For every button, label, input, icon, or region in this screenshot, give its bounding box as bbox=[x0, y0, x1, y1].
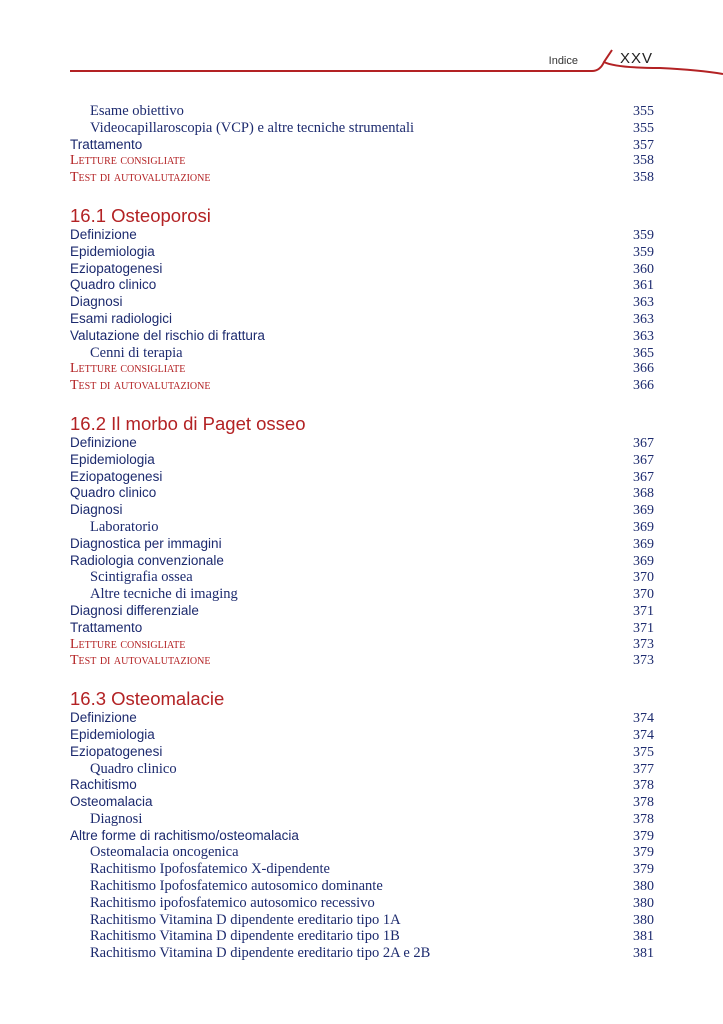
toc-entry-title: Definizione bbox=[70, 710, 137, 726]
toc-entry-title: Eziopatogenesi bbox=[70, 468, 163, 484]
toc-entry-page: 375 bbox=[633, 744, 654, 760]
toc-entry-page: 378 bbox=[633, 778, 654, 794]
toc-entry-page: 363 bbox=[633, 328, 654, 344]
toc-entry-page: 369 bbox=[633, 519, 654, 535]
toc-entry-title: Cenni di terapia bbox=[90, 344, 183, 361]
toc-entry-title: Diagnosi bbox=[70, 294, 123, 310]
toc-entry-page: 371 bbox=[633, 620, 654, 636]
header-page-number: XXV bbox=[619, 50, 653, 67]
toc-entry-title: Quadro clinico bbox=[90, 760, 177, 777]
toc-entry-page: 357 bbox=[633, 137, 654, 153]
toc-entry[interactable] bbox=[70, 469, 654, 486]
toc-entry-page: 378 bbox=[633, 811, 654, 827]
toc-entry[interactable] bbox=[70, 345, 654, 362]
toc-entry-page: 371 bbox=[633, 603, 654, 619]
toc-entry[interactable] bbox=[70, 120, 654, 137]
toc-entry[interactable] bbox=[70, 519, 654, 536]
toc-entry[interactable] bbox=[70, 945, 654, 962]
toc-entry-page: 360 bbox=[633, 261, 654, 277]
toc-entry[interactable] bbox=[70, 536, 654, 553]
table-of-contents bbox=[70, 103, 654, 962]
toc-entry-title: Eziopatogenesi bbox=[70, 743, 163, 759]
toc-entry[interactable] bbox=[70, 586, 654, 603]
toc-entry[interactable] bbox=[70, 878, 654, 895]
toc-entry-page: 366 bbox=[633, 378, 654, 394]
toc-entry-page: 355 bbox=[633, 104, 654, 119]
toc-entry[interactable] bbox=[70, 361, 654, 378]
toc-entry-title: Osteomalacia oncogenica bbox=[90, 844, 239, 861]
toc-entry-title: Rachitismo Vitamina D dipendente ereditario tipo 1A bbox=[90, 911, 401, 928]
toc-entry[interactable] bbox=[70, 794, 654, 811]
toc-entry-page: 381 bbox=[633, 946, 654, 962]
toc-entry-page: 374 bbox=[633, 727, 654, 743]
toc-entry-page: 370 bbox=[633, 570, 654, 586]
toc-entry-page: 380 bbox=[633, 912, 654, 928]
toc-entry-title: Definizione bbox=[70, 226, 137, 242]
toc-entry-title: Diagnosi bbox=[90, 810, 143, 827]
toc-entry-title: Radiologia convenzionale bbox=[70, 552, 224, 568]
section-heading: 16.3 Osteomalacie bbox=[70, 688, 225, 710]
toc-entry-title: Trattamento bbox=[70, 619, 143, 635]
toc-entry-title: Test di autovalutazione bbox=[70, 653, 211, 669]
toc-entry[interactable] bbox=[70, 653, 654, 670]
toc-entry[interactable] bbox=[70, 844, 654, 861]
toc-entry-title: Epidemiologia bbox=[70, 451, 155, 467]
toc-entry-title: Esame obiettivo bbox=[90, 103, 184, 119]
toc-entry-title: Rachitismo ipofosfatemico autosomico recessivo bbox=[90, 894, 375, 911]
toc-entry-page: 379 bbox=[633, 828, 654, 844]
toc-entry[interactable] bbox=[70, 311, 654, 328]
toc-entry-page: 358 bbox=[633, 153, 654, 169]
toc-entry-title: Valutazione del rischio di frattura bbox=[70, 327, 265, 343]
section-heading: 16.1 Osteoporosi bbox=[70, 204, 211, 226]
toc-entry-page: 355 bbox=[633, 120, 654, 136]
toc-entry[interactable] bbox=[70, 603, 654, 620]
toc-entry[interactable] bbox=[70, 485, 654, 502]
toc-entry-page: 366 bbox=[633, 361, 654, 377]
toc-entry-title: Rachitismo Ipofosfatemico X-dipendente bbox=[90, 861, 330, 878]
toc-entry-title: Scintigrafia ossea bbox=[90, 569, 193, 586]
toc-entry[interactable] bbox=[70, 928, 654, 945]
toc-entry-page: 373 bbox=[633, 653, 654, 669]
toc-entry-title: Rachitismo bbox=[70, 777, 137, 793]
toc-entry[interactable] bbox=[70, 744, 654, 761]
toc-entry-page: 369 bbox=[633, 536, 654, 552]
section-heading: 16.2 Il morbo di Paget osseo bbox=[70, 412, 306, 434]
toc-entry[interactable] bbox=[70, 895, 654, 912]
toc-entry-page: 363 bbox=[633, 311, 654, 327]
toc-entry-page: 373 bbox=[633, 636, 654, 652]
toc-entry-title: Eziopatogenesi bbox=[70, 260, 163, 276]
toc-entry[interactable] bbox=[70, 261, 654, 278]
page-header bbox=[0, 0, 723, 80]
toc-entry-page: 368 bbox=[633, 486, 654, 502]
toc-entry-title: Laboratorio bbox=[90, 518, 159, 535]
toc-entry-title: Test di autovalutazione bbox=[70, 170, 211, 186]
toc-entry[interactable] bbox=[70, 861, 654, 878]
toc-entry[interactable] bbox=[70, 502, 654, 519]
toc-entry[interactable] bbox=[70, 777, 654, 794]
toc-entry-page: 359 bbox=[633, 227, 654, 243]
header-rule bbox=[0, 40, 723, 80]
toc-entry[interactable] bbox=[70, 761, 654, 778]
toc-entry-page: 378 bbox=[633, 795, 654, 811]
toc-entry[interactable] bbox=[70, 137, 654, 154]
toc-entry-title: Quadro clinico bbox=[70, 485, 157, 501]
toc-entry[interactable] bbox=[70, 328, 654, 345]
toc-entry-title: Rachitismo Ipofosfatemico autosomico dominante bbox=[90, 878, 383, 895]
toc-entry[interactable] bbox=[70, 912, 654, 929]
toc-entry-page: 381 bbox=[633, 929, 654, 945]
toc-entry-title: Rachitismo Vitamina D dipendente ereditario tipo 1B bbox=[90, 928, 400, 945]
toc-entry[interactable] bbox=[70, 452, 654, 469]
toc-entry-page: 361 bbox=[633, 278, 654, 294]
toc-entry-title: Definizione bbox=[70, 434, 137, 450]
toc-entry-page: 374 bbox=[633, 711, 654, 727]
toc-entry-page: 379 bbox=[633, 862, 654, 878]
toc-entry[interactable] bbox=[70, 620, 654, 637]
toc-entry[interactable] bbox=[70, 378, 654, 395]
toc-entry-title: Trattamento bbox=[70, 136, 143, 152]
toc-entry-page: 369 bbox=[633, 503, 654, 519]
toc-entry-title: Diagnosi bbox=[70, 502, 123, 518]
toc-entry[interactable] bbox=[70, 227, 654, 244]
toc-entry-page: 367 bbox=[633, 435, 654, 451]
toc-entry-page: 363 bbox=[633, 295, 654, 311]
toc-entry[interactable] bbox=[70, 828, 654, 845]
toc-entry-title: Esami radiologici bbox=[70, 310, 173, 326]
toc-entry-page: 370 bbox=[633, 587, 654, 603]
toc-entry[interactable] bbox=[70, 435, 654, 452]
toc-entry-title: Letture consigliate bbox=[70, 153, 186, 169]
toc-entry-title: Videocapillaroscopia (VCP) e altre tecniche strumentali bbox=[90, 119, 415, 136]
toc-entry-title: Epidemiologia bbox=[70, 726, 155, 742]
toc-entry-page: 365 bbox=[633, 345, 654, 361]
toc-entry-title: Diagnosi differenziale bbox=[70, 602, 199, 618]
toc-entry-page: 359 bbox=[633, 244, 654, 260]
toc-entry-title: Altre tecniche di imaging bbox=[90, 586, 238, 603]
toc-entry-title: Altre forme di rachitismo/osteomalacia bbox=[70, 827, 299, 843]
toc-entry-title: Rachitismo Vitamina D dipendente ereditario tipo 2A e 2B bbox=[90, 945, 431, 962]
toc-entry[interactable] bbox=[70, 710, 654, 727]
toc-entry[interactable] bbox=[70, 294, 654, 311]
toc-entry[interactable] bbox=[70, 553, 654, 570]
toc-entry-title: Letture consigliate bbox=[70, 636, 186, 652]
toc-entry-page: 380 bbox=[633, 895, 654, 911]
toc-entry[interactable] bbox=[70, 569, 654, 586]
toc-entry-page: 367 bbox=[633, 469, 654, 485]
toc-entry[interactable] bbox=[70, 637, 654, 654]
header-section-label: Indice bbox=[548, 55, 578, 67]
toc-entry[interactable] bbox=[70, 153, 654, 170]
toc-entry-page: 358 bbox=[633, 170, 654, 186]
toc-entry-title: Letture consigliate bbox=[70, 361, 186, 377]
toc-entry-title: Epidemiologia bbox=[70, 243, 155, 259]
toc-entry-title: Diagnostica per immagini bbox=[70, 535, 222, 551]
toc-entry-page: 377 bbox=[633, 761, 654, 777]
toc-entry-page: 380 bbox=[633, 879, 654, 895]
toc-entry[interactable] bbox=[70, 811, 654, 828]
toc-entry[interactable] bbox=[70, 103, 654, 120]
toc-entry-title: Quadro clinico bbox=[70, 277, 157, 293]
toc-entry[interactable] bbox=[70, 170, 654, 187]
toc-entry[interactable] bbox=[70, 244, 654, 261]
toc-entry-page: 369 bbox=[633, 553, 654, 569]
toc-entry-page: 367 bbox=[633, 452, 654, 468]
toc-entry-page: 379 bbox=[633, 845, 654, 861]
toc-entry-title: Osteomalacia bbox=[70, 794, 153, 810]
toc-entry[interactable] bbox=[70, 727, 654, 744]
toc-entry-title: Test di autovalutazione bbox=[70, 378, 211, 394]
toc-entry[interactable] bbox=[70, 277, 654, 294]
